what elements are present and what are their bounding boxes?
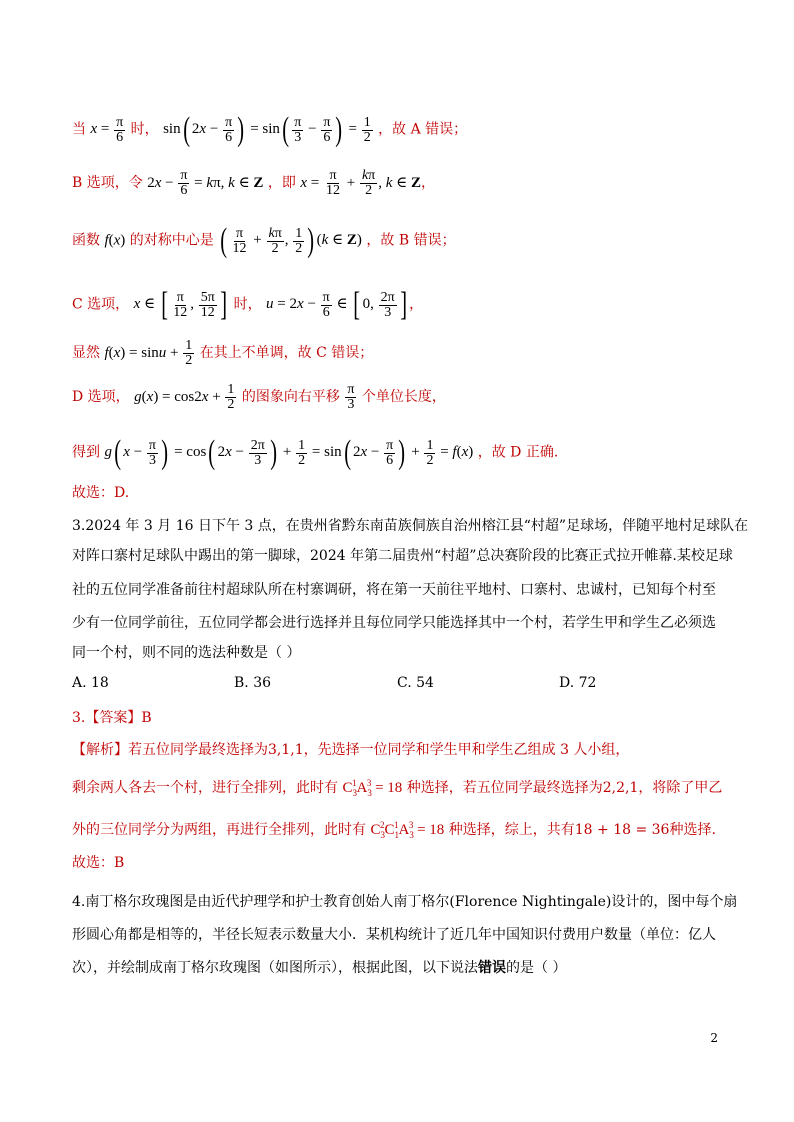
q2-line-d: C 选项， x ∈ [ $\frac{\pi}{12}$ , $\frac{5\pi}{12}$ ] 时， u = 2x − $\frac{\pi}{6}$ ∈ [ 0, $\frac{2\pi}{3}$ ] ， <box>72 286 424 323</box>
q3-text-1: 3.2024 年 3 月 16 日下午 3 点，在贵州省黔东南苗族侗族自治州榕江县“村超”足球场，伴随平地村足球队在 <box>72 518 749 534</box>
text: 显然 <box>72 344 100 361</box>
text: D 选项， <box>72 388 130 405</box>
text: 在其上不单调，故 C 错误； <box>199 344 374 361</box>
text: ，故 D 正确. <box>477 444 559 461</box>
q4-text-3 <box>72 958 566 978</box>
q4-text-2: 形圆心角都是相等的，半径长短表示数量大小．某机构统计了近几年中国知识付费用户数量（单位：亿人 <box>72 927 716 943</box>
option-a: A. 18 <box>72 675 109 691</box>
text: 的对称中心是 <box>129 232 214 249</box>
text: B 选项，令 <box>72 174 143 191</box>
q2-line-a: 当 x = $\frac{\pi}{6}$ 时， sin( 2x − $\frac{\pi}{6}$ ) = sin( $\frac{\pi}{3}$ − $\frac{\pi}{6}$ ) = $\frac{1}{2}$ ，故 A 错误； <box>72 111 468 148</box>
text: 次），并绘制成南丁格尔玫瑰图（如图所示），根据此图，以下说法 <box>72 960 478 976</box>
text: 当 <box>72 121 86 138</box>
option-c: C. 54 <box>397 675 434 691</box>
text: C 选项， <box>72 296 130 313</box>
q2-line-b: B 选项，令 2x − $\frac{\pi}{6}$ = kπ, k ∈ Z ，即 x = $\frac{\pi}{12}$ + $\frac{k\pi}{2}$ , k ∈ Z， <box>72 168 436 198</box>
q3-text-2: 对阵口寨村足球队中踢出的第一脚球，2024 年第二届贵州“村超”总决赛阶段的比赛正式拉开帷幕.某校足球 <box>72 548 733 564</box>
text: 种选择，综上，共有18 + 18 = 36种选择. <box>448 822 716 838</box>
text: ，即 <box>267 174 296 191</box>
text: ，故 B 错误； <box>366 232 456 249</box>
option-b: B. 36 <box>234 675 272 691</box>
q2-choose: 故选：D. <box>72 485 130 501</box>
text: 时， <box>233 296 262 313</box>
q3-text-3: 社的五位同学准备前往村超球队所在村寨调研，将在第一天前往平地村、口寨村、忠诚村，已知每个村至 <box>72 582 716 598</box>
q2-line-e: 显然 f(x) = sinu + $\frac{1}{2}$ 在其上不单调，故 C 错误； <box>72 338 374 368</box>
q3-text-5: 同一个村，则不同的选法种数是（ ） <box>72 645 301 661</box>
text: 的是（ ） <box>506 960 567 976</box>
text: 得到 <box>72 444 100 461</box>
q3-text-4: 少有一位同学前往，五位同学都会进行选择并且每位同学只能选择其中一个村，若学生甲和学生乙必须选 <box>72 615 716 631</box>
q3-answer: 3.【答案】B <box>72 710 152 726</box>
text: 个单位长度， <box>361 388 446 405</box>
q2-line-f: D 选项， g(x) = cos2x + $\frac{1}{2}$ 的图象向右平移 $\frac{\pi}{3}$ 个单位长度， <box>72 382 446 412</box>
text: 外的三位同学分为两组，再进行全排列，此时有 <box>72 822 366 838</box>
text: 函数 <box>72 232 100 249</box>
q2-line-c: 函数 f(x) 的对称中心是 ( $\frac{\pi}{12}$ + $\frac{k\pi}{2}$ , $\frac{1}{2}$ ) (k ∈ Z) ，故 B 错误； <box>72 222 456 259</box>
q3-analysis-1: 【解析】若五位同学最终选择为3,1,1，先选择一位同学和学生甲和学生乙组成 3 人小组， <box>72 742 630 758</box>
text: 时， <box>130 121 159 138</box>
text: ，故 A 错误； <box>378 121 468 138</box>
q3-analysis-3: 外的三位同学分为两组，再进行全排列，此时有 $C_3^2C_1^1A_3^3 = 18$ 种选择，综上，共有18 + 18 = 36种选择. <box>72 820 716 840</box>
option-d: D. 72 <box>559 675 597 691</box>
text: 的图象向右平移 <box>241 388 340 405</box>
q4-text-1: 4.南丁格尔玫瑰图是由近代护理学和护士教育创始人南丁格尔(Florence Nightingale)设计的，图中每个扇 <box>72 894 738 910</box>
q3-choose: 故选：B <box>72 855 125 871</box>
q2-line-g: 得到 g( x − $\frac{\pi}{3}$ ) = cos( 2x − $\frac{2\pi}{3}$ ) + $\frac{1}{2}$ = sin( 2x − $\frac{\pi}{6}$ ) + $\frac{1}{2}$ = f(x) ，故 D 正确. <box>72 434 559 471</box>
emphasis-text: 错误 <box>478 960 506 976</box>
text: 种选择，若五位同学最终选择为2,2,1，将除了甲乙 <box>406 780 723 796</box>
page-number: 2 <box>710 1031 718 1045</box>
q3-analysis-2: 剩余两人各去一个村，进行全排列，此时有 $C_3^1A_3^3 = 18$ 种选择，若五位同学最终选择为2,2,1，将除了甲乙 <box>72 778 723 798</box>
text: 剩余两人各去一个村，进行全排列，此时有 <box>72 780 338 796</box>
